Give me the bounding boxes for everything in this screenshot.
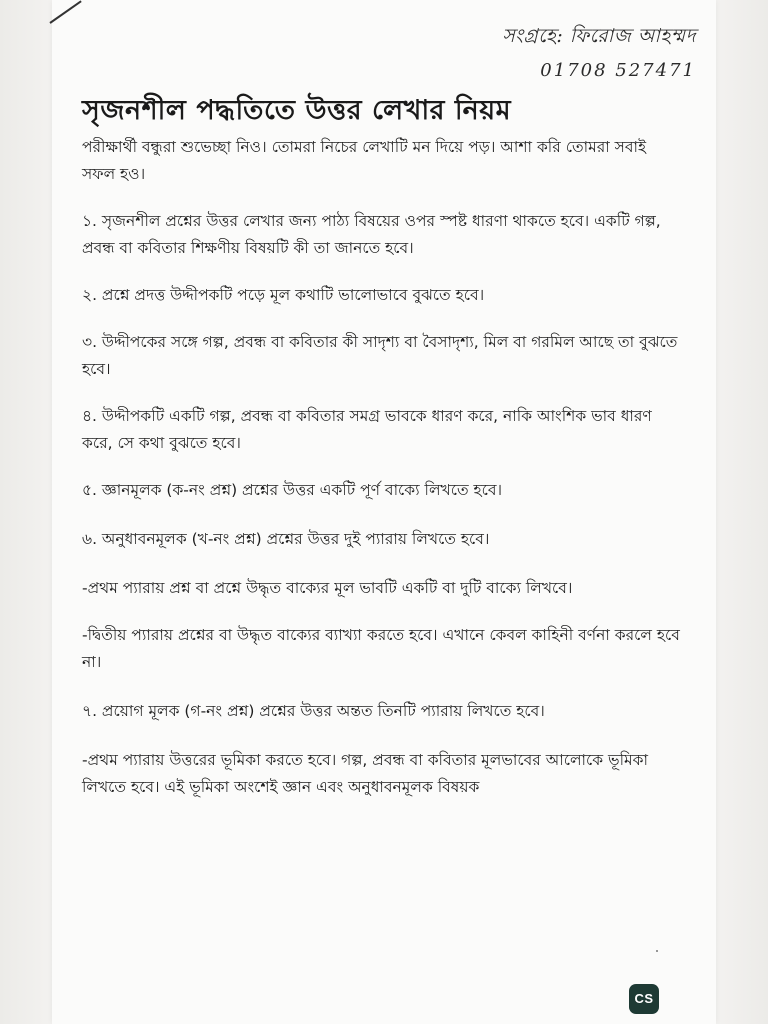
rule-2: ২. প্রশ্নে প্রদত্ত উদ্দীপকটি পড়ে মূল কথাটি ভালোভাবে বুঝতে হবে। [82, 286, 485, 304]
rule-4: ৪. উদ্দীপকটি একটি গল্প, প্রবন্ধ বা কবিতার সমগ্র ভাবকে ধারণ করে, নাকি আংশিক ভাব ধারণ করে, সে কথা বুঝতে হবে। [82, 407, 652, 452]
document-body [82, 134, 682, 801]
rule-6: ৬. অনুধাবনমূলক (খ-নং প্রশ্ন) প্রশ্নের উত্তর দুই প্যারায় লিখতে হবে। [82, 530, 490, 548]
rule-7: ৭. প্রয়োগ মূলক (গ-নং প্রশ্ন) প্রশ্নের উত্তর অন্তত তিনটি প্যারায় লিখতে হবে। [82, 702, 545, 720]
rule-7-first-paragraph: -প্রথম প্যারায় উত্তরের ভূমিকা করতে হবে। গল্প, প্রবন্ধ বা কবিতার মূলভাবের আলোকে ভূমিকা লিখতে হবে। এই ভূমিকা অংশেই জ্ঞান এবং অনুধাবনমূলক বিষয়ক [82, 751, 648, 796]
page-title: সৃজনশীল পদ্ধতিতে উত্তর লেখার নিয়ম [82, 95, 512, 126]
scan-speck [656, 950, 658, 952]
left-page-margin [0, 0, 52, 1024]
scanner-app-badge: CS [629, 984, 659, 1014]
rule-6-first-paragraph: -প্রথম প্যারায় প্রশ্ন বা প্রশ্নে উদ্ধৃত বাক্যের মূল ভাবটি একটি বা দুটি বাক্যে লিখবে। [82, 579, 573, 597]
collector-name: সংগ্রহে: ফিরোজ আহম্মদ [502, 25, 696, 47]
rule-3: ৩. উদ্দীপকের সঙ্গে গল্প, প্রবন্ধ বা কবিতার কী সাদৃশ্য বা বৈসাদৃশ্য, মিল বা গরমিল আছে তা বুঝতে হবে। [82, 333, 678, 378]
rule-1: ১. সৃজনশীল প্রশ্নের উত্তর লেখার জন্য পাঠ্য বিষয়ের ওপর স্পষ্ট ধারণা থাকতে হবে। একটি গল্প, প্রবন্ধ বা কবিতার শিক্ষণীয় বিষয়টি কী তা জানতে হবে। [82, 212, 661, 257]
collector-signature [502, 22, 696, 81]
intro-paragraph: পরীক্ষার্থী বন্ধুরা শুভেচ্ছা নিও। তোমরা নিচের লেখাটি মন দিয়ে পড়। আশা করি তোমরা সবাই সফল হও। [82, 138, 647, 183]
collector-phone: 01708 527471 [540, 60, 696, 81]
rule-5: ৫. জ্ঞানমূলক (ক-নং প্রশ্ন) প্রশ্নের উত্তর একটি পূর্ণ বাক্যে লিখতে হবে। [82, 481, 503, 499]
right-page-margin [716, 0, 768, 1024]
rule-6-second-paragraph: -দ্বিতীয় প্যারায় প্রশ্নের বা উদ্ধৃত বাক্যের ব্যাখ্যা করতে হবে। এখানে কেবল কাহিনী বর্ণনা করলে হবে না। [82, 626, 680, 671]
